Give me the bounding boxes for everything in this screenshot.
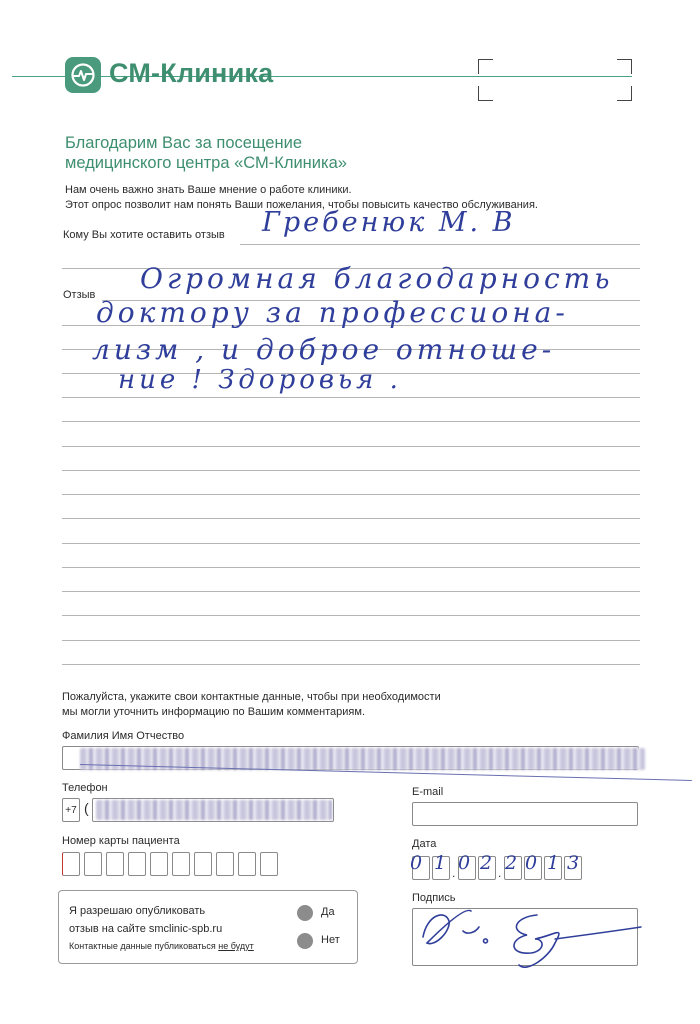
consent-no-label: Нет [321,934,340,946]
card-cell[interactable] [62,852,80,876]
consent-box [58,890,358,964]
date-digit: 2 [480,852,493,874]
email-label: E-mail [412,786,444,798]
recipient-line [240,244,640,245]
form-line [62,615,640,616]
signature-drawing [405,895,645,975]
form-line [62,518,640,519]
consent-note: Контактные данные публиковаться не будут [69,941,254,951]
date-separator: . [452,866,456,880]
date-digit: 3 [567,852,580,874]
date-digit: 0 [410,852,423,874]
date-digit: 0 [525,852,538,874]
card-cell[interactable] [106,852,124,876]
date-separator: . [498,866,502,880]
date-digit: 2 [505,852,518,874]
phone-prefix: +7 [62,798,80,822]
phone-label: Телефон [62,782,108,794]
form-line [62,567,640,568]
recipient-value[interactable]: Гребенюк М. В [262,207,516,238]
crop-mark [617,59,632,74]
form-line [62,446,640,447]
signature-label: Подпись [412,892,456,904]
logo [65,57,101,93]
page-title: Благодарим Вас за посещение медицинского центра «СМ-Клиника» [65,134,347,172]
form-line [62,664,640,665]
form-line [62,640,640,641]
card-cell[interactable] [128,852,146,876]
crop-mark [478,86,493,101]
date-digit: 0 [458,852,471,874]
pulse-circle-icon [70,62,96,88]
header-rule [12,76,632,77]
consent-no-radio[interactable] [297,933,313,949]
date-digit: 1 [547,852,560,874]
date-label: Дата [412,838,437,850]
card-cell[interactable] [150,852,168,876]
consent-text-1: Я разрешаю опубликовать [69,905,206,917]
review-line: доктору за профессиона- [96,296,569,329]
crop-mark [478,59,493,74]
email-field[interactable] [412,802,638,826]
card-label: Номер карты пациента [62,835,180,847]
form-line [62,494,640,495]
form-line [62,470,640,471]
card-number-cells[interactable] [62,852,278,876]
card-cell[interactable] [172,852,190,876]
crop-mark [617,86,632,101]
phone-paren: ( [84,800,89,816]
card-cell[interactable] [194,852,212,876]
card-cell[interactable] [84,852,102,876]
review-line: ние ! Здоровья . [118,365,402,395]
review-line: Огромная благодарность [140,262,614,295]
form-line [62,421,640,422]
form-line [62,591,640,592]
contact-note: Пожалуйста, укажите свои контактные данные, чтобы при необходимости мы могли уточнить информацию по Вашим комментариям. [62,691,441,718]
review-label: Отзыв [63,289,96,301]
fio-label: Фамилия Имя Отчество [62,730,185,742]
consent-yes-label: Да [321,906,335,918]
card-cell[interactable] [260,852,278,876]
consent-text-2: отзыв на сайте smclinic-spb.ru [69,923,223,935]
intro-text: Нам очень важно знать Ваше мнение о работе клиники. Этот опрос позволит нам понять Ваши пожелания, чтобы повысить качество обслуживания. [65,184,538,211]
consent-yes-radio[interactable] [297,905,313,921]
form-line [62,543,640,544]
review-line: лизм , и доброе отноше- [92,333,556,366]
card-cell[interactable] [216,852,234,876]
card-cell[interactable] [238,852,256,876]
brand-name: СМ-Клиника [109,58,274,88]
recipient-label: Кому Вы хотите оставить отзыв [63,229,225,241]
form-line [62,397,640,398]
redacted-phone [96,800,332,820]
date-digit: 1 [434,852,447,874]
